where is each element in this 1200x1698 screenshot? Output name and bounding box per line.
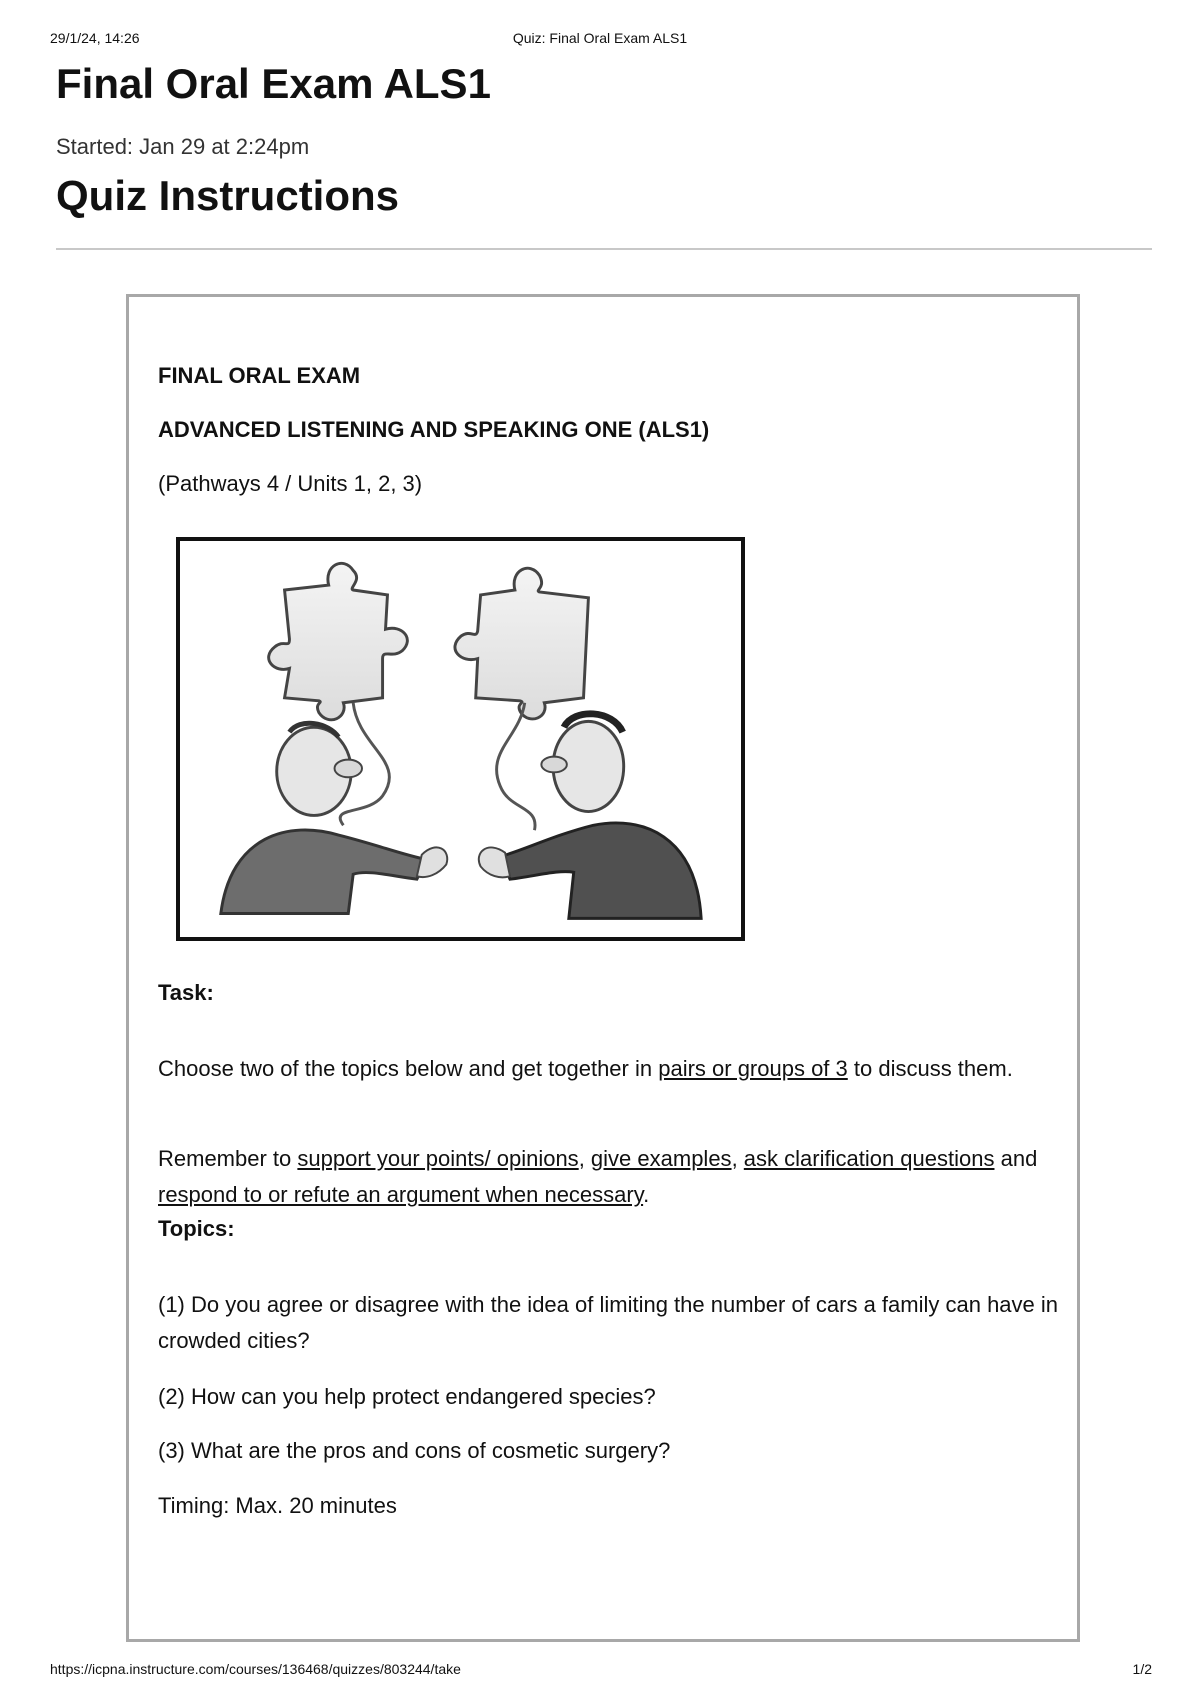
remember-item-4: respond to or refute an argument when necessary: [158, 1182, 644, 1207]
print-page-title: Quiz: Final Oral Exam ALS1: [512, 30, 688, 46]
task-text-part-2: to discuss them.: [847, 1056, 1013, 1081]
exam-title: FINAL ORAL EXAM: [158, 363, 361, 388]
print-date: 29/1/24, 14:26: [50, 30, 140, 46]
quiz-instructions-heading: Quiz Instructions: [56, 172, 400, 219]
topic-item-2: (2) How can you help protect endangered species?: [158, 1384, 656, 1409]
course-units: (Pathways 4 / Units 1, 2, 3): [158, 471, 423, 496]
timing-text: Timing: Max. 20 minutes: [158, 1493, 397, 1518]
quiz-started-time: Started: Jan 29 at 2:24pm: [56, 134, 310, 159]
quiz-title: Final Oral Exam ALS1: [56, 60, 491, 107]
task-emphasis: pairs or groups of 3: [658, 1056, 848, 1081]
puzzle-illustration: [176, 537, 745, 941]
remember-comma-1: ,: [578, 1146, 591, 1171]
course-title: ADVANCED LISTENING AND SPEAKING ONE (ALS1): [158, 417, 710, 442]
remember-prefix: Remember to: [158, 1146, 298, 1171]
remember-item-1: support your points/ opinions: [297, 1146, 579, 1171]
remember-item-3: ask clarification questions: [743, 1146, 995, 1171]
topics-label: Topics:: [158, 1216, 235, 1241]
task-label: Task:: [158, 980, 214, 1005]
topic-item-1: (1) Do you agree or disagree with the idea of limiting the number of cars a family can have in crowded cities?: [158, 1292, 1059, 1353]
remember-comma-2: ,: [731, 1146, 744, 1171]
puzzle-conversation-image: [180, 541, 741, 937]
task-text-part-1: Choose two of the topics below and get together in: [158, 1056, 659, 1081]
divider: [56, 248, 1152, 250]
remember-item-2: give examples: [590, 1146, 732, 1171]
print-url: https://icpna.instructure.com/courses/136468/quizzes/803244/take: [50, 1661, 461, 1677]
remember-period: .: [643, 1182, 650, 1207]
topic-item-3: (3) What are the pros and cons of cosmetic surgery?: [158, 1438, 671, 1463]
print-page-number: 1/2: [1132, 1661, 1152, 1677]
task-text: [158, 1051, 1058, 1087]
remember-text: [158, 1141, 1058, 1213]
remember-and: and: [994, 1146, 1038, 1171]
